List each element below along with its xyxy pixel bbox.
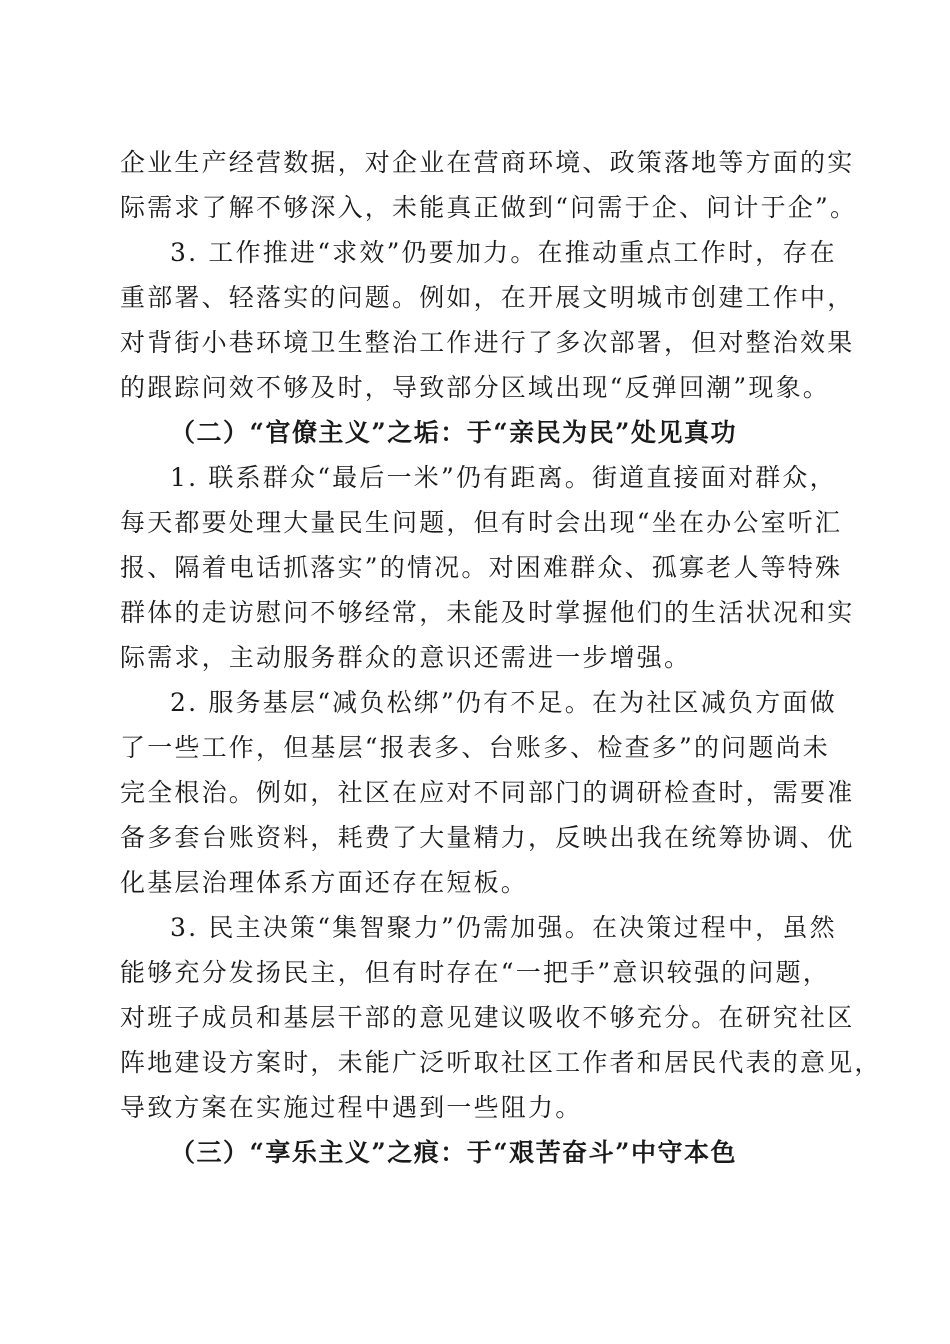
text-line: 完全根治。例如，社区在应对不同部门的调研检查时，需要准 (120, 778, 855, 807)
text-line: 导致方案在实施过程中遇到一些阻力。 (120, 1093, 583, 1122)
paragraph-start: 1. 联系群众“最后一米”仍有距离。街道直接面对群众， (170, 463, 837, 492)
text-line: 重部署、轻落实的问题。例如，在开展文明城市创建工作中， (120, 283, 855, 312)
paragraph-start: 3. 工作推进“求效”仍要加力。在推动重点工作时，存在 (170, 238, 837, 267)
text-line: 备多套台账资料，耗费了大量精力，反映出我在统筹协调、优 (120, 823, 855, 852)
paragraph-start: 2. 服务基层“减负松绑”仍有不足。在为社区减负方面做 (170, 688, 837, 717)
text-line: 的跟踪问效不够及时，导致部分区域出现“反弹回潮”现象。 (120, 373, 830, 402)
text-line: 报、隔着电话抓落实”的情况。对困难群众、孤寡老人等特殊 (120, 553, 843, 582)
text-line: 化基层治理体系方面还存在短板。 (120, 868, 529, 897)
section-heading: （三）“享乐主义”之痕：于“艰苦奋斗”中守本色 (170, 1138, 738, 1167)
text-line: 群体的走访慰问不够经常，未能及时掌握他们的生活状况和实 (120, 598, 855, 627)
text-line: 每天都要处理大量民生问题，但有时会出现“坐在办公室听汇 (120, 508, 843, 537)
text-line: 了一些工作，但基层“报表多、台账多、检查多”的问题尚未 (120, 733, 830, 762)
text-line: 阵地建设方案时，未能广泛听取社区工作者和居民代表的意见， (120, 1048, 882, 1077)
section-heading: （二）“官僚主义”之垢：于“亲民为民”处见真功 (170, 418, 738, 447)
text-line: 对背街小巷环境卫生整治工作进行了多次部署，但对整治效果 (120, 328, 855, 357)
text-line: 能够充分发扬民主，但有时存在“一把手”意识较强的问题， (120, 958, 830, 987)
paragraph-start: 3. 民主决策“集智聚力”仍需加强。在决策过程中，虽然 (170, 913, 837, 942)
text-line: 际需求了解不够深入，未能真正做到“问需于企、问计于企”。 (120, 193, 858, 222)
text-line: 际需求，主动服务群众的意识还需进一步增强。 (120, 643, 692, 672)
text-line: 企业生产经营数据，对企业在营商环境、政策落地等方面的实 (120, 148, 855, 177)
text-line: 对班子成员和基层干部的意见建议吸收不够充分。在研究社区 (120, 1003, 855, 1032)
